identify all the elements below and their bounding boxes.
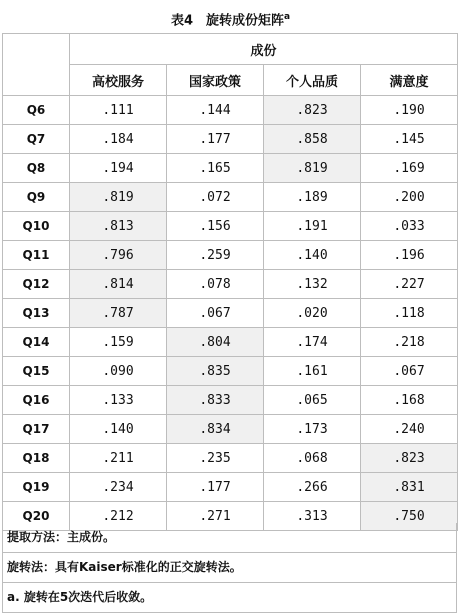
loading-cell: .313 bbox=[264, 502, 361, 531]
loading-cell: .191 bbox=[264, 212, 361, 241]
loading-cell: .819 bbox=[264, 154, 361, 183]
loading-cell: .133 bbox=[70, 386, 167, 415]
loading-cell: .140 bbox=[70, 415, 167, 444]
loading-cell: .067 bbox=[167, 299, 264, 328]
row-label: Q16 bbox=[3, 386, 70, 415]
loading-cell: .804 bbox=[167, 328, 264, 357]
table-row bbox=[3, 386, 458, 415]
table-row bbox=[3, 183, 458, 212]
table-row bbox=[3, 444, 458, 473]
table-row bbox=[3, 473, 458, 502]
row-label: Q6 bbox=[3, 96, 70, 125]
loading-cell: .750 bbox=[361, 502, 458, 531]
loading-cell: .823 bbox=[361, 444, 458, 473]
loading-cell: .140 bbox=[264, 241, 361, 270]
loading-cell: .177 bbox=[167, 125, 264, 154]
loading-cell: .090 bbox=[70, 357, 167, 386]
loading-cell: .078 bbox=[167, 270, 264, 299]
loading-cell: .266 bbox=[264, 473, 361, 502]
loading-cell: .259 bbox=[167, 241, 264, 270]
group-header: 成份 bbox=[70, 34, 458, 65]
loading-cell: .165 bbox=[167, 154, 264, 183]
loading-cell: .227 bbox=[361, 270, 458, 299]
row-label: Q19 bbox=[3, 473, 70, 502]
loading-cell: .173 bbox=[264, 415, 361, 444]
row-label: Q7 bbox=[3, 125, 70, 154]
loading-cell: .234 bbox=[70, 473, 167, 502]
matrix-body bbox=[3, 96, 458, 531]
loading-cell: .235 bbox=[167, 444, 264, 473]
row-label: Q11 bbox=[3, 241, 70, 270]
table-row bbox=[3, 357, 458, 386]
table-row bbox=[3, 270, 458, 299]
loading-cell: .240 bbox=[361, 415, 458, 444]
loading-cell: .218 bbox=[361, 328, 458, 357]
loading-cell: .787 bbox=[70, 299, 167, 328]
loading-cell: .132 bbox=[264, 270, 361, 299]
table-title bbox=[0, 0, 461, 34]
row-label: Q10 bbox=[3, 212, 70, 241]
footnote: 提取方法：主成份。 bbox=[2, 523, 457, 553]
loading-cell: .033 bbox=[361, 212, 458, 241]
loading-cell: .834 bbox=[167, 415, 264, 444]
loading-cell: .067 bbox=[361, 357, 458, 386]
column-header: 高校服务 bbox=[70, 65, 167, 96]
corner-cell bbox=[3, 34, 70, 65]
row-label: Q8 bbox=[3, 154, 70, 183]
loading-cell: .072 bbox=[167, 183, 264, 212]
title-footnote-mark: a bbox=[283, 12, 291, 22]
loading-cell: .835 bbox=[167, 357, 264, 386]
footnotes bbox=[2, 523, 457, 613]
table-row bbox=[3, 299, 458, 328]
loading-cell: .212 bbox=[70, 502, 167, 531]
loading-cell: .068 bbox=[264, 444, 361, 473]
footnote: a. 旋转在5次迭代后收敛。 bbox=[2, 583, 457, 613]
loading-cell: .823 bbox=[264, 96, 361, 125]
loading-cell: .174 bbox=[264, 328, 361, 357]
loading-cell: .211 bbox=[70, 444, 167, 473]
column-header: 满意度 bbox=[361, 65, 458, 96]
loading-cell: .796 bbox=[70, 241, 167, 270]
loading-cell: .194 bbox=[70, 154, 167, 183]
loading-cell: .169 bbox=[361, 154, 458, 183]
corner-cell-lower bbox=[3, 65, 70, 96]
loading-cell: .196 bbox=[361, 241, 458, 270]
loading-cell: .858 bbox=[264, 125, 361, 154]
loading-cell: .145 bbox=[361, 125, 458, 154]
loading-cell: .831 bbox=[361, 473, 458, 502]
row-label: Q13 bbox=[3, 299, 70, 328]
loading-cell: .161 bbox=[264, 357, 361, 386]
loading-cell: .144 bbox=[167, 96, 264, 125]
table-row bbox=[3, 241, 458, 270]
table-row bbox=[3, 212, 458, 241]
row-label: Q12 bbox=[3, 270, 70, 299]
loading-cell: .118 bbox=[361, 299, 458, 328]
loading-cell: .200 bbox=[361, 183, 458, 212]
column-header: 国家政策 bbox=[167, 65, 264, 96]
loading-cell: .190 bbox=[361, 96, 458, 125]
table-row bbox=[3, 96, 458, 125]
table-row bbox=[3, 328, 458, 357]
row-label: Q14 bbox=[3, 328, 70, 357]
loading-cell: .177 bbox=[167, 473, 264, 502]
table-title-text: 表4 旋转成份矩阵 bbox=[170, 13, 284, 29]
loading-cell: .813 bbox=[70, 212, 167, 241]
loading-cell: .833 bbox=[167, 386, 264, 415]
loading-cell: .184 bbox=[70, 125, 167, 154]
loading-cell: .271 bbox=[167, 502, 264, 531]
loading-cell: .065 bbox=[264, 386, 361, 415]
loading-cell: .020 bbox=[264, 299, 361, 328]
loading-cell: .156 bbox=[167, 212, 264, 241]
table-row bbox=[3, 154, 458, 183]
table-row bbox=[3, 415, 458, 444]
loading-cell: .814 bbox=[70, 270, 167, 299]
row-label: Q17 bbox=[3, 415, 70, 444]
table-row bbox=[3, 125, 458, 154]
loading-cell: .189 bbox=[264, 183, 361, 212]
loading-cell: .168 bbox=[361, 386, 458, 415]
footnote: 旋转法：具有Kaiser标准化的正交旋转法。 bbox=[2, 553, 457, 583]
row-label: Q15 bbox=[3, 357, 70, 386]
column-header: 个人品质 bbox=[264, 65, 361, 96]
loading-cell: .111 bbox=[70, 96, 167, 125]
rotated-component-matrix bbox=[2, 33, 458, 531]
row-label: Q9 bbox=[3, 183, 70, 212]
loading-cell: .819 bbox=[70, 183, 167, 212]
loading-cell: .159 bbox=[70, 328, 167, 357]
row-label: Q20 bbox=[3, 502, 70, 531]
row-label: Q18 bbox=[3, 444, 70, 473]
